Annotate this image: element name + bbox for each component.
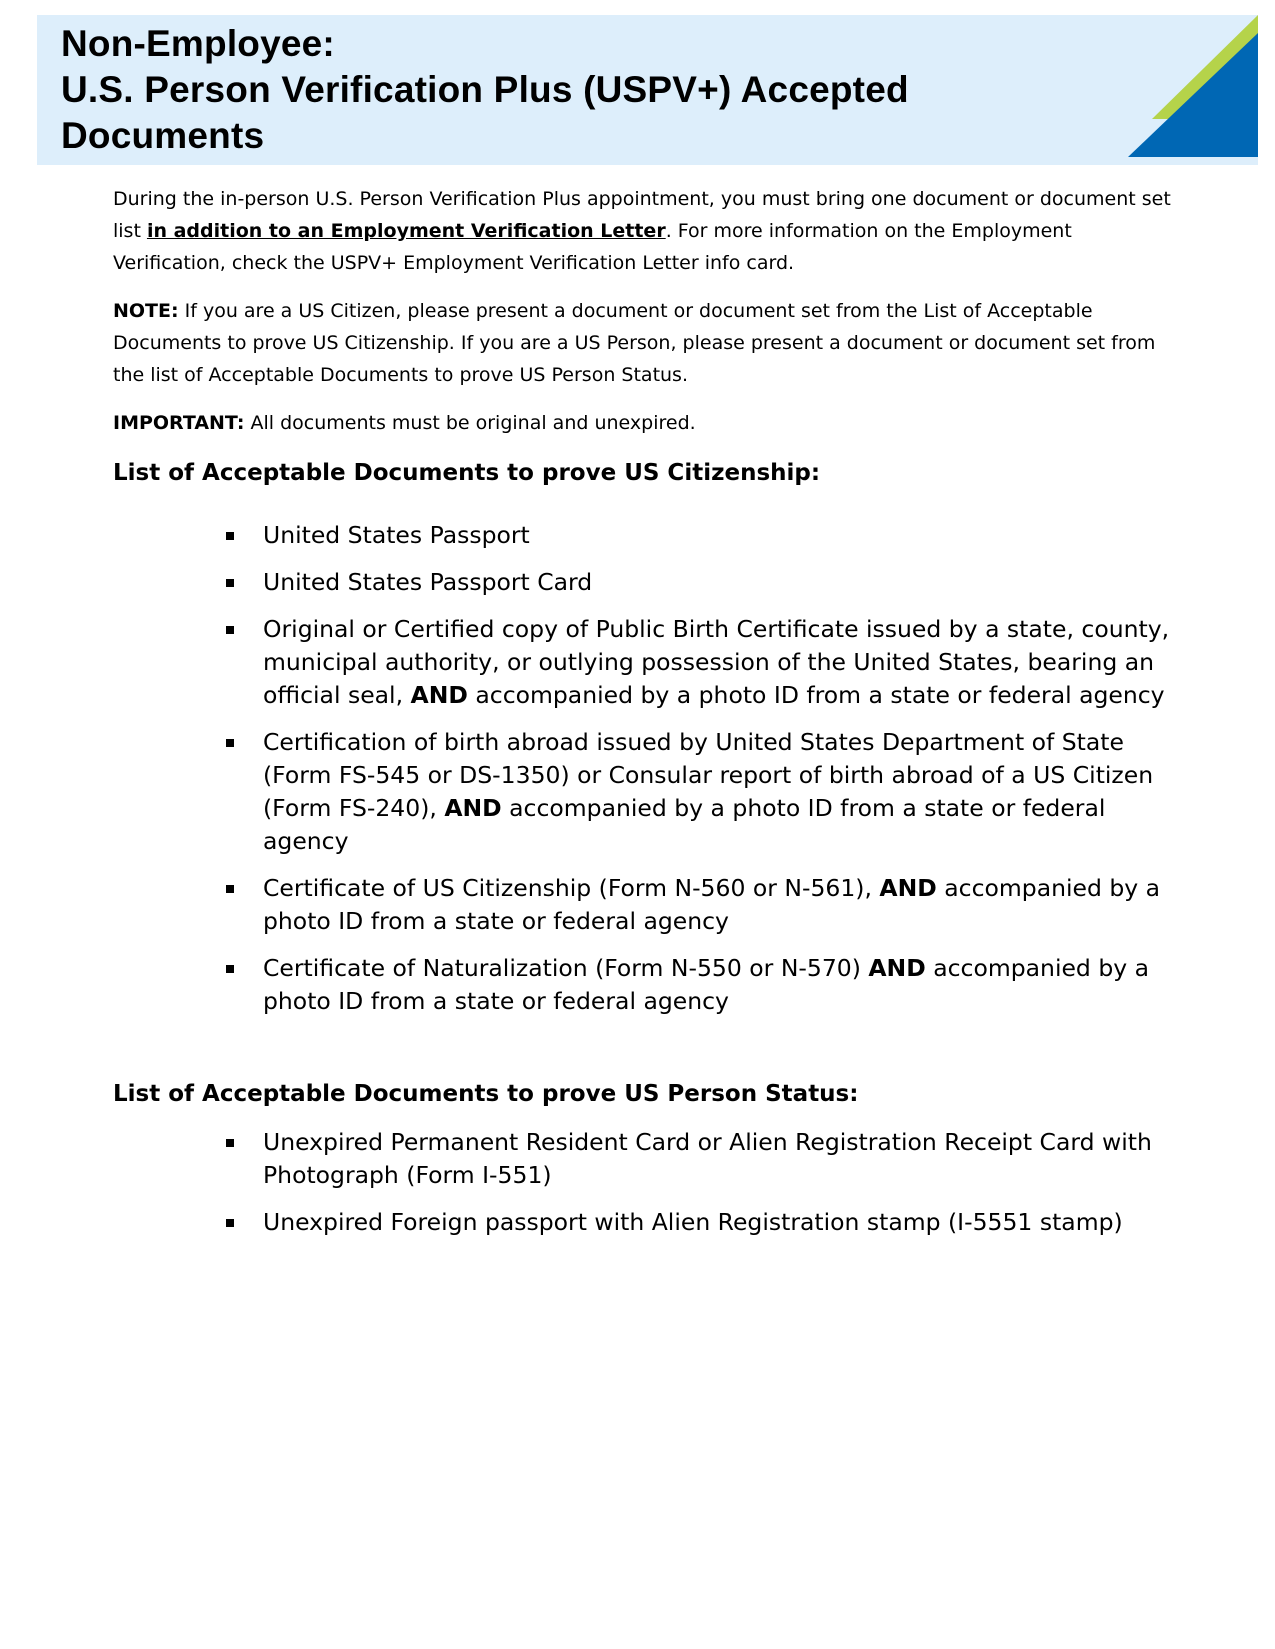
note-paragraph	[113, 295, 1173, 391]
square-bullet-icon	[226, 1139, 234, 1147]
square-bullet-icon	[226, 739, 234, 747]
item-text: United States Passport	[263, 521, 530, 549]
intro-paragraph	[113, 183, 1173, 279]
list-item	[263, 952, 1173, 1018]
note-label: NOTE:	[113, 300, 179, 322]
intro-text-2: . For more information on the Employment Verification, check the USPV+ Employment Verification Letter info card.	[113, 220, 1072, 274]
item-text: United States Passport Card	[263, 568, 593, 596]
item-bold: AND	[868, 954, 926, 982]
item-text: Original or Certified copy of Public Birth Certificate issued by a state, county, municipal authority, or outlying possession of the United States, bearing an official seal,	[263, 615, 1170, 709]
item-text-after: accompanied by a photo ID from a state or federal agency	[263, 874, 1161, 935]
square-bullet-icon	[226, 532, 234, 540]
square-bullet-icon	[226, 965, 234, 973]
list-item	[263, 1206, 1173, 1239]
list-item	[263, 872, 1173, 938]
list-item	[263, 566, 1173, 599]
blue-triangle	[1128, 33, 1258, 157]
list-item	[263, 726, 1173, 858]
person-status-documents-list	[113, 1126, 1173, 1239]
item-text-after: accompanied by a photo ID from a state or federal agency	[263, 954, 1150, 1015]
item-text: Unexpired Permanent Resident Card or Alien Registration Receipt Card with Photograph (Form I-551)	[263, 1128, 1152, 1189]
item-text-after: accompanied by a photo ID from a state or federal agency	[263, 794, 1106, 855]
person-status-heading: List of Acceptable Documents to prove US Person Status:	[113, 1081, 859, 1107]
important-label: IMPORTANT:	[113, 412, 245, 434]
title-line-2: U.S. Person Verification Plus (USPV+) Accepted	[61, 69, 909, 110]
header-banner	[37, 15, 1258, 165]
item-text: Certificate of US Citizenship (Form N-560 or N-561),	[263, 874, 880, 902]
intro-text-1: During the in-person U.S. Person Verification Plus appointment, you must bring one document or document set list	[113, 188, 1171, 242]
item-text: Certificate of Naturalization (Form N-550 or N-570)	[263, 954, 869, 982]
square-bullet-icon	[226, 579, 234, 587]
title-line-1: Non-Employee:	[61, 23, 335, 64]
list-item	[263, 519, 1173, 552]
item-text-after: accompanied by a photo ID from a state or federal agency	[467, 681, 1165, 709]
square-bullet-icon	[226, 1219, 234, 1227]
citizenship-heading: List of Acceptable Documents to prove US Citizenship:	[113, 460, 821, 486]
list-item	[263, 1126, 1173, 1192]
important-text: All documents must be original and unexpired.	[244, 412, 696, 434]
title-line-3: Documents	[61, 115, 265, 156]
citizenship-documents-list	[113, 519, 1173, 1018]
important-paragraph	[113, 407, 1173, 439]
corner-triangle-graphic	[1128, 15, 1258, 157]
item-text: Unexpired Foreign passport with Alien Registration stamp (I-5551 stamp)	[263, 1208, 1123, 1236]
square-bullet-icon	[226, 885, 234, 893]
intro-emphasis: in addition to an Employment Verification Letter	[146, 220, 666, 242]
item-bold: AND	[879, 874, 937, 902]
note-text: If you are a US Citizen, please present a document or document set from the List of Acceptable Documents to prove US Citizenship. If you are a US Person, please present a document or document set from the list of Acceptable Documents to prove US Person Status.	[113, 300, 1156, 386]
page-title	[61, 21, 909, 159]
square-bullet-icon	[226, 626, 234, 634]
list-item	[263, 613, 1173, 712]
item-bold: AND	[410, 681, 468, 709]
item-text: Certification of birth abroad issued by United States Department of State (Form FS-545 or DS-1350) or Consular report of birth abroad of a US Citizen (Form FS-240),	[263, 728, 1154, 822]
item-bold: AND	[444, 794, 502, 822]
document-body	[113, 183, 1173, 1253]
